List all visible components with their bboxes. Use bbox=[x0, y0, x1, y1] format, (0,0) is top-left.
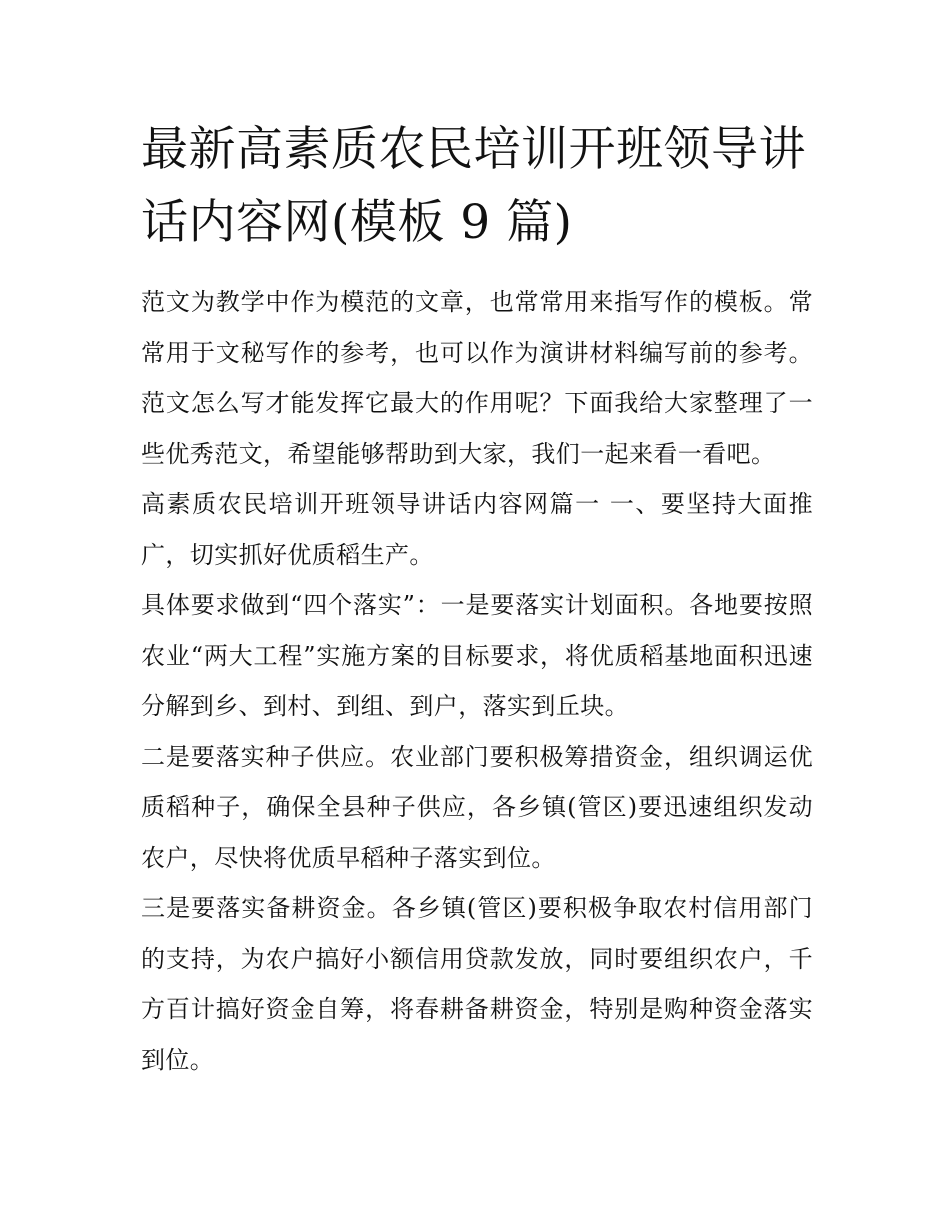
paragraph-section-one: 高素质农民培训开班领导讲话内容网篇一 一、要坚持大面推广，切实抓好优质稻生产。 bbox=[141, 490, 813, 569]
paragraph-intro: 范文为教学中作为模范的文章，也常常用来指写作的模板。常常用于文秘写作的参考，也可以作为演讲材料编写前的参考。范文怎么写才能发挥它最大的作用呢？下面我给大家整理了一些优秀范文，希望能够帮助到大家，我们一起来看一看吧。 bbox=[141, 288, 813, 468]
paragraph-funding: 三是要落实备耕资金。各乡镇(管区)要积极争取农村信用部门的支持，为农户搞好小额信用贷款发放，同时要组织农户，千方百计搞好资金自筹，将春耕备耕资金，特别是购种资金落实到位。 bbox=[141, 894, 813, 1074]
paragraph-seed-supply: 二是要落实种子供应。农业部门要积极筹措资金，组织调运优质稻种子，确保全县种子供应，各乡镇(管区)要迅速组织发动农户，尽快将优质早稻种子落实到位。 bbox=[141, 742, 813, 872]
paragraph-requirements: 具体要求做到“四个落实”：一是要落实计划面积。各地要按照农业“两大工程”实施方案的目标要求，将优质稻基地面积迅速分解到乡、到村、到组、到户，落实到丘块。 bbox=[141, 591, 813, 720]
document-page bbox=[141, 113, 813, 1085]
document-title: 最新高素质农民培训开班领导讲话内容网(模板 9 篇) bbox=[141, 122, 806, 250]
document-body bbox=[141, 277, 813, 1085]
